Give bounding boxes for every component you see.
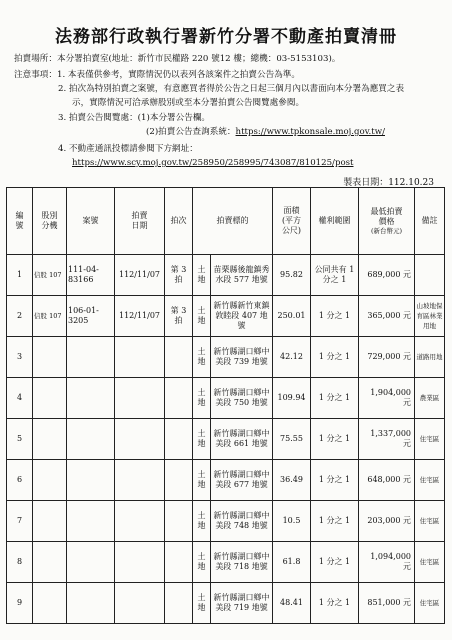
auction-search-link[interactable]: https://www.tpkonsale.moj.gov.tw/ <box>235 127 385 137</box>
row-object: 新竹縣湖口鄉中美段 661 地號 <box>211 419 273 460</box>
row-round <box>165 542 193 583</box>
row-remark: 住宅區 <box>415 583 445 624</box>
row-rights: 1 分之 1 <box>311 542 359 583</box>
row-date <box>115 419 165 460</box>
row-round <box>165 501 193 542</box>
mail-bid-link[interactable]: https://www.scy.moj.gov.tw/258950/258995/743087/810125/post <box>72 158 354 168</box>
row-object: 新竹縣湖口鄉中美段 677 地號 <box>211 460 273 501</box>
row-no: 4 <box>7 378 33 419</box>
header-no: 編號 <box>7 188 33 255</box>
header-case: 案號 <box>67 188 115 255</box>
row-date: 112/11/07 <box>115 255 165 296</box>
row-case <box>67 583 115 624</box>
row-round <box>165 460 193 501</box>
row-price: 1,337,000 元 <box>359 419 415 460</box>
row-round: 第 3 拍 <box>165 296 193 337</box>
row-no: 5 <box>7 419 33 460</box>
row-no: 7 <box>7 501 33 542</box>
row-remark: 住宅區 <box>415 419 445 460</box>
header-area: 面積(平方公尺) <box>273 188 311 255</box>
table-row <box>7 337 445 378</box>
header-branch: 股別分機 <box>33 188 67 255</box>
table-row <box>7 501 445 542</box>
row-object: 新竹縣新竹東鎮敦睦段 407 地號 <box>211 296 273 337</box>
row-date <box>115 460 165 501</box>
row-case <box>67 419 115 460</box>
row-rights: 1 分之 1 <box>311 337 359 378</box>
note-3b-label: (2)拍賣公告查詢系統： <box>146 127 236 137</box>
auction-place-line <box>14 53 340 65</box>
notes-label: 注意事項： <box>14 70 57 80</box>
header-remark: 備註 <box>415 188 445 255</box>
row-remark: 住宅區 <box>415 460 445 501</box>
row-area: 61.8 <box>273 542 311 583</box>
row-type: 土地 <box>193 419 211 460</box>
row-object: 新竹縣湖口鄉中美段 739 地號 <box>211 337 273 378</box>
auction-table <box>6 187 445 624</box>
row-branch <box>33 583 67 624</box>
row-branch <box>33 460 67 501</box>
row-area: 250.01 <box>273 296 311 337</box>
row-type: 土地 <box>193 337 211 378</box>
auction-place-label: 拍賣場所： <box>14 54 57 64</box>
page-title: 法務部行政執行署新竹分署不動產拍賣清冊 <box>55 27 397 47</box>
table-row <box>7 419 445 460</box>
row-type: 土地 <box>193 542 211 583</box>
note-3b <box>146 126 385 138</box>
row-area: 109.94 <box>273 378 311 419</box>
table-row <box>7 542 445 583</box>
row-rights: 1 分之 1 <box>311 419 359 460</box>
row-price: 729,000 元 <box>359 337 415 378</box>
row-rights: 1 分之 1 <box>311 378 359 419</box>
header-date: 拍賣日期 <box>115 188 165 255</box>
row-no: 8 <box>7 542 33 583</box>
row-remark: 道路用地 <box>415 337 445 378</box>
row-round <box>165 337 193 378</box>
row-case: 106-01-3205 <box>67 296 115 337</box>
header-round: 拍次 <box>165 188 193 255</box>
row-case: 111-04-83166 <box>67 255 115 296</box>
table-row <box>7 255 445 296</box>
row-area: 10.5 <box>273 501 311 542</box>
print-date: 製表日期：112.10.23 <box>343 178 434 188</box>
note-2b: 示，實際情況可洽承辦股別或至本分署拍賣公告閱覽處參閱。 <box>72 98 305 108</box>
row-remark: 山坡地保育區林業用地 <box>415 296 445 337</box>
row-branch <box>33 337 67 378</box>
row-object: 新竹縣湖口鄉中美段 718 地號 <box>211 542 273 583</box>
row-price: 648,000 元 <box>359 460 415 501</box>
row-rights: 1 分之 1 <box>311 583 359 624</box>
row-case <box>67 542 115 583</box>
table-row <box>7 460 445 501</box>
note-2a: 2. 拍次為特別拍賣之案號，有意應買者得於公告之日起三個月內以書面向本分署為應買之表 <box>58 84 405 94</box>
row-object: 新竹縣湖口鄉中美段 748 地號 <box>211 501 273 542</box>
row-type: 土地 <box>193 501 211 542</box>
row-round: 第 3 拍 <box>165 255 193 296</box>
table-row <box>7 583 445 624</box>
row-price: 365,000 元 <box>359 296 415 337</box>
row-date: 112/11/07 <box>115 296 165 337</box>
row-branch <box>33 419 67 460</box>
row-branch <box>33 501 67 542</box>
note-1: 1. 本表僅供參考，實際情況仍以表列各該案件之拍賣公告為準。 <box>56 70 300 80</box>
row-area: 36.49 <box>273 460 311 501</box>
row-no: 2 <box>7 296 33 337</box>
row-no: 1 <box>7 255 33 296</box>
row-area: 75.55 <box>273 419 311 460</box>
row-date <box>115 501 165 542</box>
row-case <box>67 460 115 501</box>
row-branch <box>33 378 67 419</box>
row-date <box>115 378 165 419</box>
row-no: 9 <box>7 583 33 624</box>
note-line-1 <box>14 69 300 81</box>
row-round <box>165 378 193 419</box>
row-type: 土地 <box>193 378 211 419</box>
row-remark: 住宅區 <box>415 542 445 583</box>
row-area: 48.41 <box>273 583 311 624</box>
row-branch: 信股 107 <box>33 296 67 337</box>
row-rights: 1 分之 1 <box>311 460 359 501</box>
row-object: 苗栗縣後龍鎮秀水段 577 地號 <box>211 255 273 296</box>
row-rights: 1 分之 1 <box>311 296 359 337</box>
note-4: 4. 不動產通訊投標請參閱下方網址： <box>58 144 198 154</box>
row-round <box>165 583 193 624</box>
row-branch: 信股 107 <box>33 255 67 296</box>
row-price: 203,000 元 <box>359 501 415 542</box>
row-rights: 公同共有 1 分之 1 <box>311 255 359 296</box>
row-rights: 1 分之 1 <box>311 501 359 542</box>
row-case <box>67 337 115 378</box>
table-row <box>7 378 445 419</box>
row-object: 新竹縣湖口鄉中美段 719 地號 <box>211 583 273 624</box>
row-date <box>115 337 165 378</box>
row-remark: 住宅區 <box>415 501 445 542</box>
row-type: 土地 <box>193 583 211 624</box>
table-header-row <box>7 188 445 255</box>
row-area: 42.12 <box>273 337 311 378</box>
header-object: 拍賣標的 <box>193 188 273 255</box>
row-remark <box>415 255 445 296</box>
row-date <box>115 583 165 624</box>
row-price: 851,000 元 <box>359 583 415 624</box>
auction-place-value: 本分署拍賣室(地址：新竹市民權路 220 號12 樓；總機：03-5153103)。 <box>56 54 341 64</box>
table-row <box>7 296 445 337</box>
row-case <box>67 378 115 419</box>
row-type: 土地 <box>193 460 211 501</box>
row-round <box>165 419 193 460</box>
row-no: 6 <box>7 460 33 501</box>
note-3: 3. 拍賣公告閱覽處：(1)本分署公告欄。 <box>58 113 211 123</box>
row-case <box>67 501 115 542</box>
row-no: 3 <box>7 337 33 378</box>
row-price: 689,000 元 <box>359 255 415 296</box>
row-price: 1,904,000 元 <box>359 378 415 419</box>
row-branch <box>33 542 67 583</box>
header-price: 最低拍賣價格 (新台幣元) <box>359 188 415 255</box>
row-object: 新竹縣湖口鄉中美段 750 地號 <box>211 378 273 419</box>
header-rights: 權利範圍 <box>311 188 359 255</box>
row-type: 土地 <box>193 296 211 337</box>
row-date <box>115 542 165 583</box>
row-remark: 農業區 <box>415 378 445 419</box>
row-price: 1,094,000 元 <box>359 542 415 583</box>
row-area: 95.82 <box>273 255 311 296</box>
row-type: 土地 <box>193 255 211 296</box>
